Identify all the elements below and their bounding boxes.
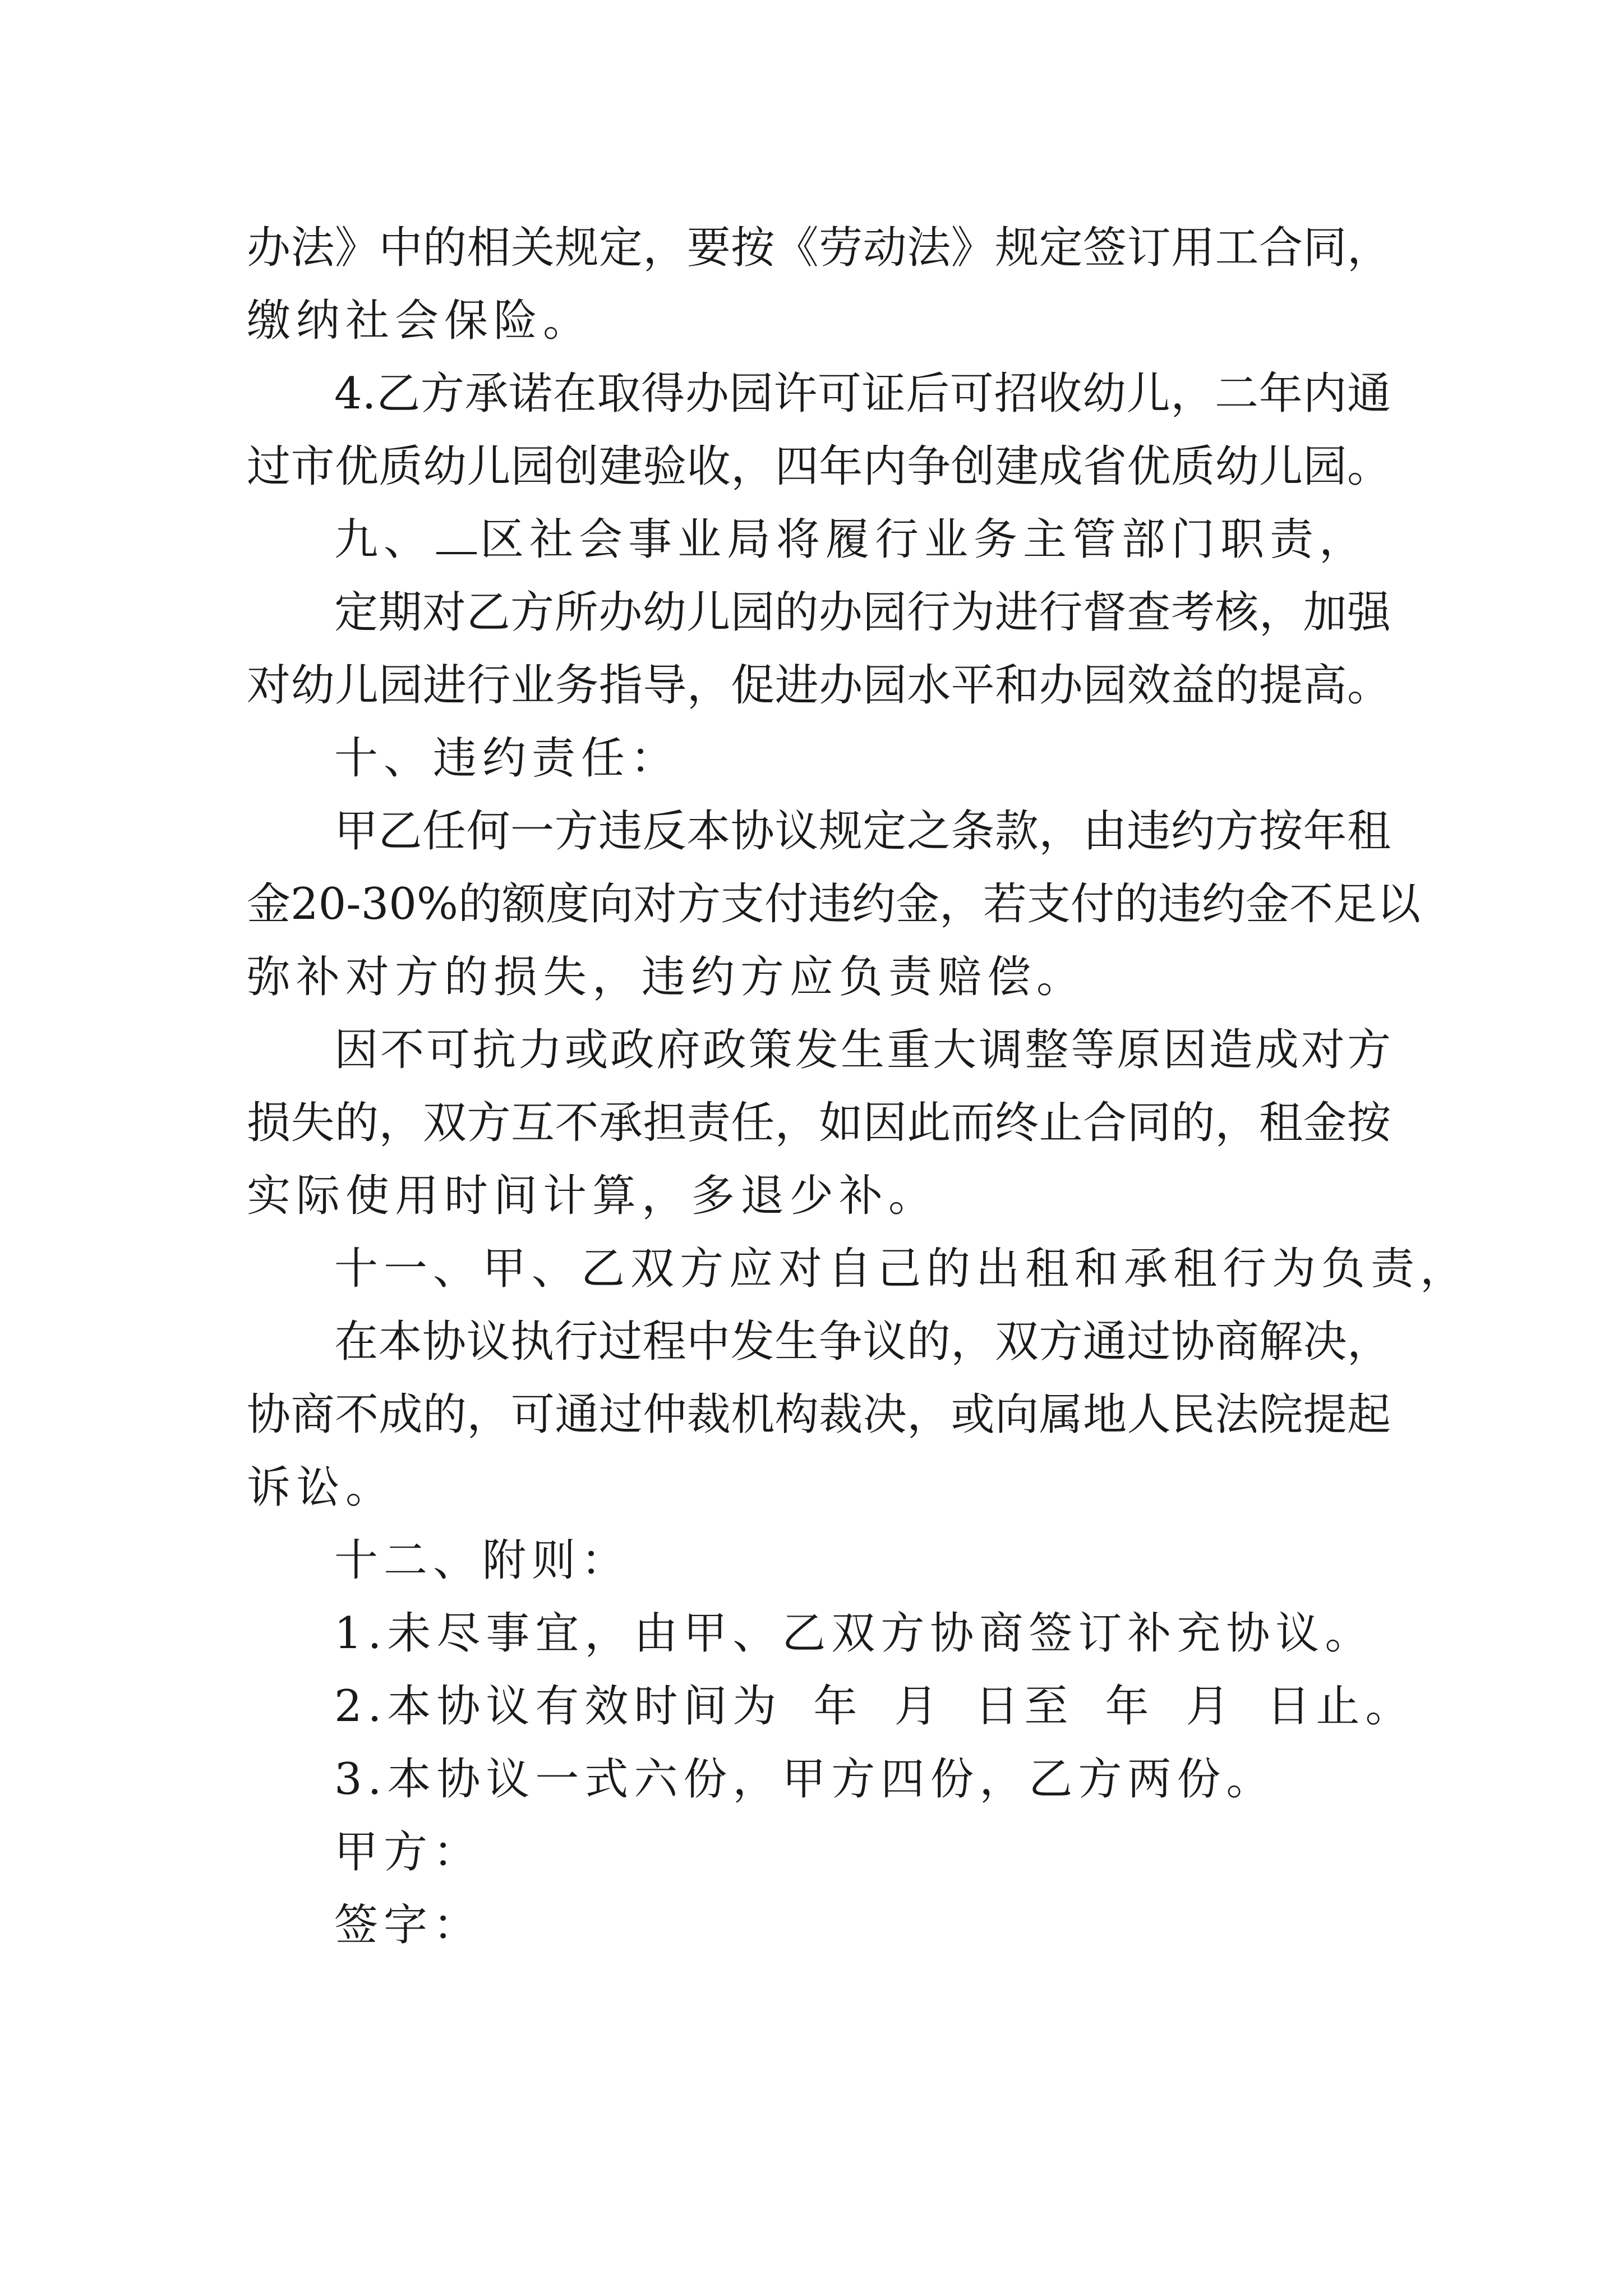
year-label: 年 [813, 1681, 863, 1732]
text-line: 在本协议执行过程中发生争议的，双方通过协商解决， [334, 1317, 1391, 1367]
text-line: 诉讼。 [247, 1462, 395, 1513]
text-line: 过市优质幼儿园创建验收，四年内争创建成省优质幼儿园。 [247, 441, 1391, 492]
section-heading: 十、违约责任： [334, 733, 680, 784]
text-line: 因不可抗力或政府政策发生重大调整等原因造成对方 [334, 1025, 1391, 1075]
month-label: 月 [1186, 1681, 1235, 1732]
text-line: 十一、甲、乙双方应对自己的出租和承租行为负责， [334, 1244, 1470, 1294]
text-line: 1.未尽事宜，由甲、乙双方协商签订补充协议。 [334, 1608, 1375, 1659]
text-line: 实际使用时间计算，多退少补。 [247, 1171, 938, 1221]
text-line: 缴纳社会保险。 [247, 296, 593, 346]
clause-number: 九、 [334, 514, 434, 565]
year-label: 年 [1105, 1681, 1155, 1732]
month-label: 月 [894, 1681, 944, 1732]
day-end-label: 日止。 [1266, 1681, 1415, 1732]
text-line: 甲乙任何一方违反本协议规定之条款，由违约方按年租 [334, 806, 1391, 857]
text-line: 定期对乙方所办幼儿园的办园行为进行督查考核，加强 [334, 587, 1391, 638]
day-to-label: 日至 [975, 1681, 1074, 1732]
text-line: 金20-30%的额度向对方支付违约金，若支付的违约金不足以 [247, 879, 1421, 930]
term-label: 2.本协议有效时间为 [334, 1681, 782, 1732]
text-line [334, 1678, 1415, 1734]
text-line: 对幼儿园进行业务指导，促进办园水平和办园效益的提高。 [247, 660, 1391, 711]
text-line: 办法》中的相关规定，要按《劳动法》规定签订用工合同， [247, 223, 1391, 273]
text-line: 损失的，双方互不承担责任，如因此而终止合同的，租金按 [247, 1098, 1391, 1148]
text-line: 4.乙方承诺在取得办园许可证后可招收幼儿，二年内通 [334, 369, 1391, 419]
section-heading: 十二、附则： [334, 1535, 631, 1586]
fill-blank [436, 513, 477, 554]
signature-label: 签字： [334, 1900, 483, 1950]
party-a-label: 甲方： [334, 1827, 483, 1878]
clause-text: 区社会事业局将履行业务主管部门职责， [480, 514, 1369, 565]
text-line [334, 512, 1391, 568]
text-line: 3.本协议一式六份，甲方四份，乙方两份。 [334, 1754, 1276, 1805]
text-line: 弥补对方的损失，违约方应负责赔偿。 [247, 952, 1086, 1002]
text-line: 协商不成的，可通过仲裁机构裁决，或向属地人民法院提起 [247, 1389, 1391, 1440]
